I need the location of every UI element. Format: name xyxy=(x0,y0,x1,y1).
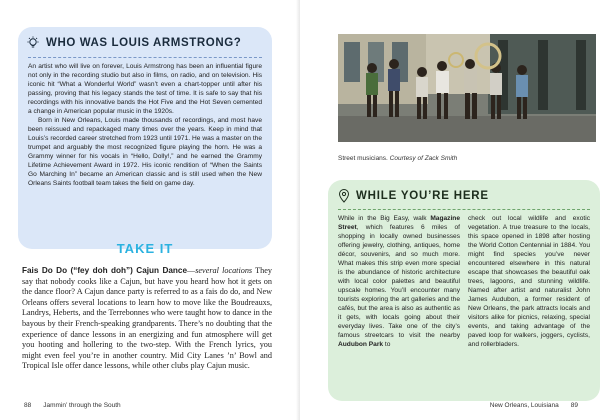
left-folio xyxy=(24,402,121,409)
column-text: While in the Big Easy, walk xyxy=(338,215,431,222)
sidebar-column-1 xyxy=(338,214,460,349)
page-number: 88 xyxy=(24,402,32,409)
sidebar-header xyxy=(328,180,600,207)
photo-illustration xyxy=(338,34,596,142)
sidebar-header xyxy=(18,27,272,55)
photo-caption xyxy=(338,155,457,162)
caption-credit: Courtesy of Zack Smith xyxy=(389,155,458,162)
sidebar-paragraph: Born in New Orleans, Louis made thousands of recordings, and most have been reissued and repackaged many times over the years. Keep in mind that Louis’s recorded career stretched from 1923 until 1971. He was a master on the trumpet and arguably the most recognized figure playing the horn. He was a Grammy winner for his vocals in “Hello, Dolly!,” and he earned the Grammy Lifetime Achievement Award in 1972. His iconic rendition of “When the Saints Go Marching In” became an American classic and is still used when the New Orleans Saints football team takes the field on game day. xyxy=(28,117,262,187)
entry-name: Fais Do Do (“fey doh doh”) Cajun Dance xyxy=(22,266,188,275)
street-musicians-photo xyxy=(338,34,596,142)
lightbulb-icon xyxy=(26,36,40,50)
location-pin-icon xyxy=(338,189,350,203)
place-name: Audubon Park xyxy=(338,341,384,348)
sidebar-title: WHO WAS LOUIS ARMSTRONG? xyxy=(46,37,242,49)
sidebar-column-2: check out local wildlife and exotic vegetation. A true treasure to the locals, this space opened in 1898 after hosting the World Cotton Centennial in 1884. You might find species you’ve never encountered elsewhere in this natural escape that showcases the beautiful oak trees, lagoons, and stunning wildlife. Named after artist and naturalist John James Audubon, a former resident of New Orleans, the park attracts locals and visitors alike for picnics, relaxing, special events, and taking advantage of the paved loop for walkers, joggers, cyclists, and rollerbladers. xyxy=(468,215,590,348)
louis-armstrong-sidebar xyxy=(18,27,272,249)
column-text: , which features 6 miles of shopping in locally owned businesses offering jewelry, clothing, antiques, home décor, souvenirs, and so much more. What makes this strip even more special is the abundance of historic architecture with local color palettes and beautiful upscale homes. You’ll encounter many tourists exploring the art galleries and the cafés, but the area is also as authentic as it gets, with locals going about their everyday lives. Take one of the city’s famous streetcars to visit the nearby xyxy=(338,224,460,339)
fais-do-do-entry xyxy=(22,266,272,372)
sidebar-paragraph: An artist who will live on forever, Louis Armstrong has been an influential figure not only in the recording studio but also in films, on radio, and on television. His iconic hit “What a Wonderful World” wasn’t even a chart-topper until after his passing, proving that his legacy stands the test of time. It is safe to say that his recordings with his innovative bands the Hot Five and the Hot Seven cemented a change in American popular music in the 1920s. xyxy=(28,63,262,115)
while-youre-here-sidebar xyxy=(328,180,600,401)
running-title: New Orleans, Louisiana xyxy=(489,402,559,409)
right-page xyxy=(300,0,600,420)
column-text: to xyxy=(383,341,391,348)
sidebar-columns xyxy=(328,214,600,349)
place-name: Magazine Street xyxy=(338,215,460,231)
sidebar-title: WHILE YOU’RE HERE xyxy=(356,190,489,202)
entry-dash: — xyxy=(187,266,196,275)
caption-text: Street musicians. xyxy=(338,155,388,162)
take-it-heading: TAKE IT xyxy=(116,241,174,256)
dashed-divider xyxy=(28,57,262,58)
right-folio xyxy=(490,402,578,409)
page-number: 89 xyxy=(570,402,578,409)
entry-text: They say that nobody cooks like a Cajun, but have you heard how hot it gets on the dance floor? A Cajun dance party is referred to as a fais do do, and New Orleans offers several locations to learn how to move like the Boudreauxs, Landrys, Heberts, and the Terrebonnes who were taught how to dance in the bayous by their French-speaking grandparents. There’s no doubting that the experience of dance lessons in an energizing and fun atmosphere will get you hooting and hollering to the two-step. With the French lyrics, you might even feel you’re in another country. Mid City Lanes ’n’ Bowl and Tropical Isle offer dance lessons, while other clubs play Cajun music. xyxy=(22,266,272,371)
entry-location: several locations xyxy=(195,266,253,275)
running-title: Jammin’ through the South xyxy=(43,402,121,409)
dashed-divider xyxy=(338,209,590,210)
